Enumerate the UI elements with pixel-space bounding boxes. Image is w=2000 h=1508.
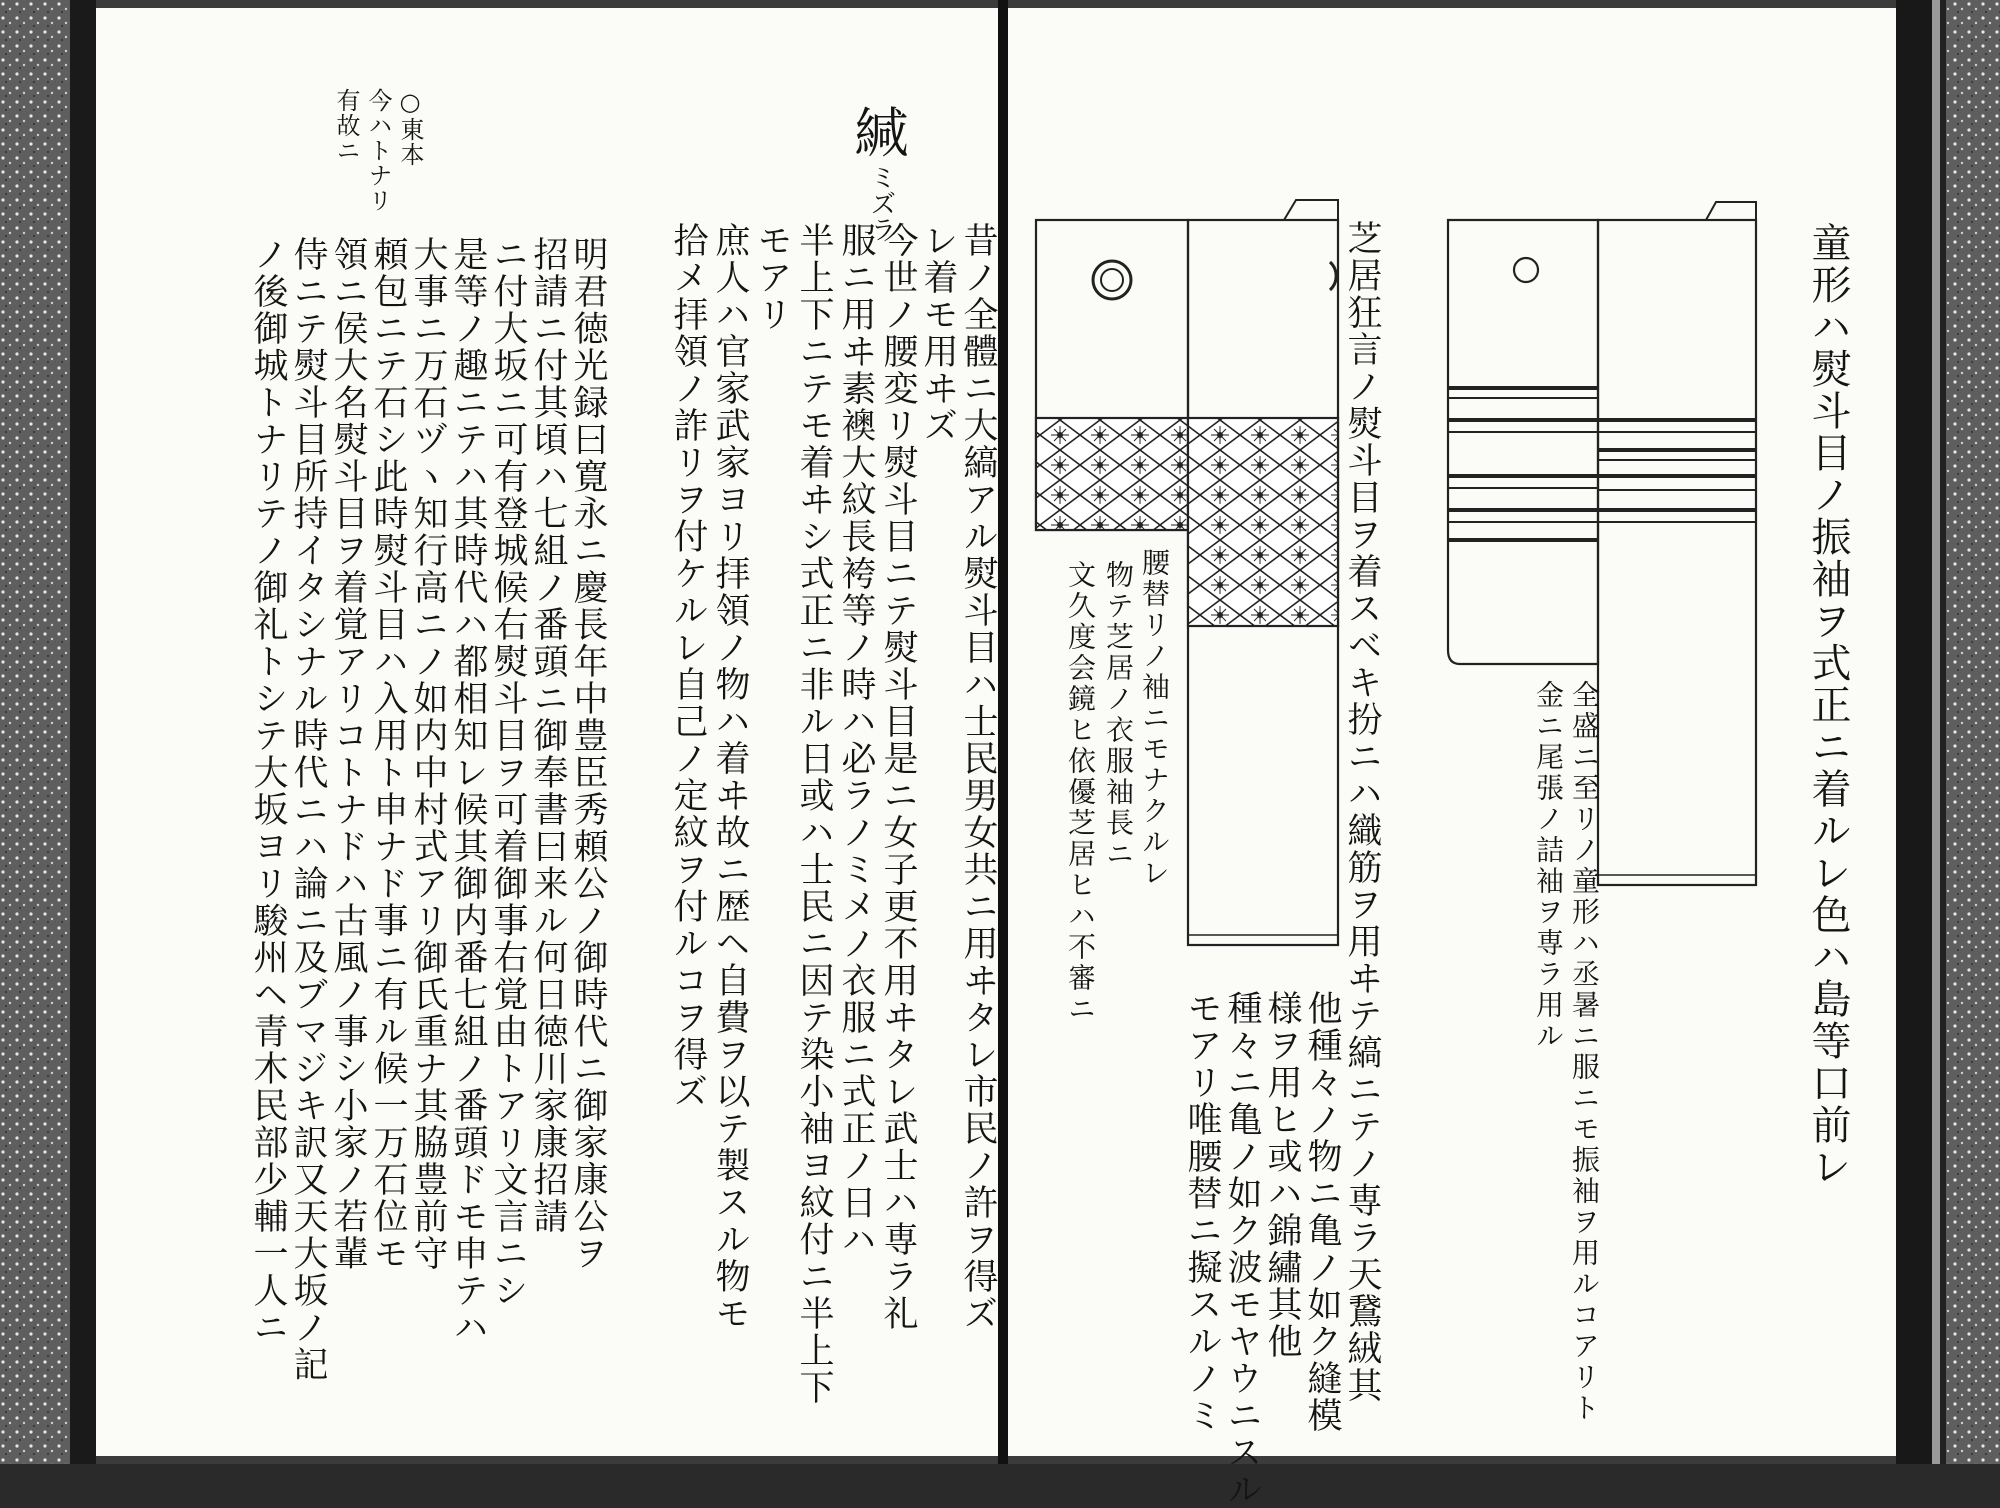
text-column-2: レ着モ用ヰズ xyxy=(918,222,958,444)
text-column-11: ニ付大坂ニ可有登城候右熨斗目ヲ可着御事右覚由トアリ文言ニシ xyxy=(488,236,528,1309)
right-text-column-5: 他種々ノ物ニ亀ノ如ク縫模 xyxy=(1302,990,1342,1434)
text-column-15: 領ニ侯大名熨斗目ヲ着覚アリコトナドハ古風ノ事シ小家ノ若輩 xyxy=(328,236,368,1272)
section-title: 緘 xyxy=(846,104,909,158)
margin-note-line-2: 今ハトナリ xyxy=(364,88,392,213)
furisode-kimono-drawing xyxy=(1448,202,1756,885)
margin-note-line-3: 有故ニ xyxy=(332,88,360,163)
text-column-5: 半上下ニテモ着ヰシ式正ニ非ル日或ハ士民ニ因テ染小袖ヨ紋付ニ半上下 xyxy=(794,222,834,1406)
text-column-16: 侍ニテ熨斗目所持イタシナル時代ニハ論ニ及ブマジキ訳又天大坂ノ記 xyxy=(288,236,328,1383)
right-text-column-7: 種々ニ亀ノ如ク波モヤウニスル xyxy=(1222,990,1262,1508)
text-column-13: 大事ニ万石ヅヽ知行高ニノ如内中村式アリ御氏重ナ其脇豊前守 xyxy=(408,236,448,1272)
right-text-column-10: 物テ芝居ノ衣服袖長ニ xyxy=(1102,560,1135,870)
right-text-column-3: 金ニ尾張ノ詰袖ヲ専ラ用ル xyxy=(1532,680,1565,1052)
text-column-9: 明君徳光録曰寛永ニ慶長年中豊臣秀頼公ノ御時代ニ御家康公ヲ xyxy=(568,236,608,1272)
text-column-17: ノ後御城トナリテノ御礼トシテ大坂ヨリ駿州ヘ青木民部少輔一人ニ xyxy=(248,236,288,1346)
right-text-column-1: 童形ハ熨斗目ノ振袖ヲ式正ニ着ルレ色ハ島等口前レ xyxy=(1805,222,1851,1188)
right-text-column-9: 腰替リノ袖ニモナクルレ xyxy=(1138,548,1171,889)
margin-note-line-1: ○東本 xyxy=(396,88,424,167)
text-column-10: 招請ニ付其頃ハ七組ノ番頭ニ御奉書曰来ル何日徳川家康招請 xyxy=(528,236,568,1235)
text-column-8: 拾メ拝領ノ詐リヲ付ケルレ自己ノ定紋ヲ付ルコヲ得ズ xyxy=(668,222,708,1110)
right-text-column-11: 文久度会鏡ヒ依優芝居ヒハ不審ニ xyxy=(1064,560,1097,1025)
right-text-column-4: 芝居狂言ノ熨斗目ヲ着スベキ扮ニハ織筋ヲ用ヰテ縞ニテノ専ラ天鵞絨其 xyxy=(1342,220,1382,1404)
text-column-3: 今世ノ腰変リ熨斗目ニテ熨斗目是ニ女子更不用ヰタレ武士ハ専ラ礼 xyxy=(878,222,918,1332)
right-text-column-8: モアリ唯腰替ニ擬スルノミ xyxy=(1182,990,1222,1434)
text-column-7: 庶人ハ官家武家ヨリ拝領ノ物ハ着ヰ故ニ歴ヘ自費ヲ以テ製スル物モ xyxy=(710,222,750,1332)
text-column-4: 服ニ用ヰ素襖大紋長袴等ノ時ハ必ラノミメノ衣服ニ式正ノ日ハ xyxy=(836,222,876,1258)
text-column-12: 是等ノ趣ニテハ其時代ハ都相知レ候其御内番七組ノ番頭ドモ申テハ xyxy=(448,236,488,1346)
right-text-column-6: 様ヲ用ヒ或ハ錦繡其他 xyxy=(1262,990,1302,1360)
text-column-6: モアリ xyxy=(752,222,792,333)
section-title-reading: ミズラ xyxy=(866,164,896,242)
right-text-column-2: 全盛ニ至リノ童形ハ丞暑ニ服ニモ振袖ヲ用ルコアリト xyxy=(1568,680,1601,1424)
text-column-1: 昔ノ全體ニ大縞アル熨斗目ハ士民男女共ニ用ヰタレ市民ノ許ヲ得ズ xyxy=(958,222,998,1332)
text-column-14: 頼包ニテ石シ此時熨斗目ハ入用ト申ナド事ニ有ル候一万石位モ xyxy=(368,236,408,1272)
